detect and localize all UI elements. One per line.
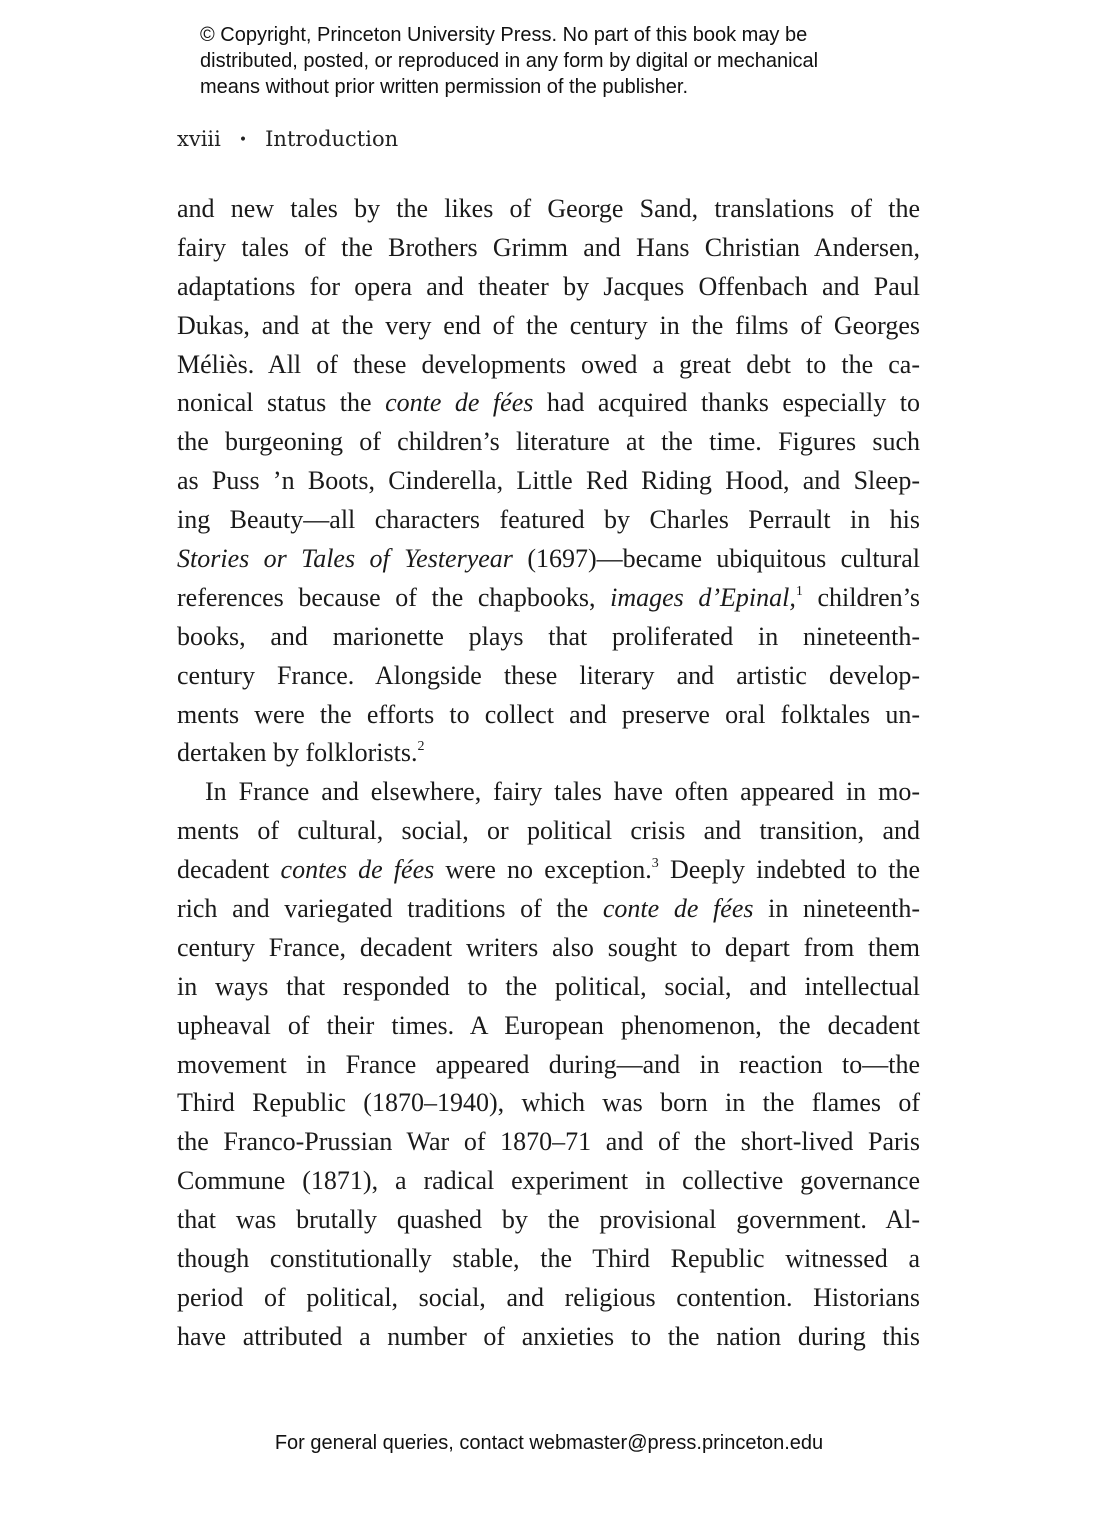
text-line: books, and marionette plays that proliferated in nineteenth- bbox=[177, 621, 920, 651]
italic-term: contes de fées bbox=[280, 855, 435, 885]
page-number: xviii bbox=[177, 127, 221, 151]
italic-title: Stories or Tales of Yesteryear bbox=[177, 544, 513, 574]
footnote-ref: 3 bbox=[651, 856, 659, 872]
footnote-ref: 1 bbox=[795, 583, 803, 599]
text-line: ments were the efforts to collect and preserve oral folktales un- bbox=[177, 699, 920, 729]
text-line: period of political, social, and religious contention. Historians bbox=[177, 1282, 920, 1312]
text-line: Stories or Tales of Yesteryear (1697)—became ubiquitous cultural bbox=[177, 544, 920, 574]
text-line: Commune (1871), a radical experiment in collective governance bbox=[177, 1166, 920, 1196]
text-line: century France, decadent writers also sought to depart from them bbox=[177, 932, 920, 962]
italic-term: images d’Epinal, bbox=[610, 582, 796, 612]
footer-contact: For general queries, contact webmaster@press.princeton.edu bbox=[274, 1432, 824, 1454]
text-line: have attributed a number of anxieties to the nation during this bbox=[177, 1321, 920, 1351]
text-line: the Franco-Prussian War of 1870–71 and of the short-lived Paris bbox=[177, 1127, 920, 1157]
text-line: as Puss ’n Boots, Cinderella, Little Red Riding Hood, and Sleep- bbox=[177, 466, 920, 496]
text-line: century France. Alongside these literary and artistic develop- bbox=[177, 660, 920, 690]
bullet-separator: • bbox=[238, 132, 248, 148]
text-line: and new tales by the likes of George Sand, translations of the bbox=[177, 194, 920, 223]
copyright-line: © Copyright, Princeton University Press. No part of this book may be bbox=[200, 24, 808, 46]
text-line: Méliès. All of these developments owed a great debt to the ca- bbox=[177, 349, 920, 379]
text-line: though constitutionally stable, the Third Republic witnessed a bbox=[177, 1244, 920, 1274]
italic-term: conte de fées bbox=[602, 894, 754, 924]
text-line: decadent contes de fées were no exception.$^3$ Deeply indebted to the bbox=[177, 855, 920, 885]
text-line: ments of cultural, social, or political crisis and transition, and bbox=[177, 816, 920, 846]
text-line: fairy tales of the Brothers Grimm and Hans Christian Andersen, bbox=[177, 232, 920, 262]
text-line: Dukas, and at the very end of the century in the films of Georges bbox=[177, 310, 920, 340]
text-line: movement in France appeared during—and in reaction to—the bbox=[177, 1049, 920, 1079]
text-line: In France and elsewhere, fairy tales have often appeared in mo- bbox=[205, 777, 920, 807]
italic-term: conte de fées bbox=[385, 388, 534, 418]
text-line: nonical status the conte de fées had acquired thanks especially to bbox=[177, 388, 921, 418]
footnote-ref: 2 bbox=[417, 739, 425, 755]
copyright-notice bbox=[200, 22, 920, 100]
text-line: in ways that responded to the political, social, and intellectual bbox=[177, 971, 920, 1001]
text-line: references because of the chapbooks, images d’Epinal,$^1$ children’s bbox=[177, 582, 920, 612]
text-line: adaptations for opera and theater by Jacques Offenbach and Paul bbox=[177, 271, 920, 301]
text-line: dertaken by folklorists.$^2$ bbox=[177, 738, 425, 768]
running-head bbox=[177, 124, 398, 155]
section-title: Introduction bbox=[265, 127, 399, 151]
text-line: that was brutally quashed by the provisional government. Al- bbox=[177, 1205, 920, 1235]
paragraph-1 bbox=[177, 190, 920, 773]
text-line: the burgeoning of children’s literature at the time. Figures such bbox=[177, 427, 920, 457]
copyright-line: means without prior written permission of the publisher. bbox=[200, 76, 689, 98]
text-line: Third Republic (1870–1940), which was born in the flames of bbox=[177, 1088, 920, 1118]
text-line: upheaval of their times. A European phenomenon, the decadent bbox=[177, 1010, 920, 1040]
body-text bbox=[177, 190, 920, 1357]
copyright-line: distributed, posted, or reproduced in any form by digital or mechanical bbox=[200, 50, 819, 72]
paragraph-2 bbox=[177, 773, 920, 1356]
text-line: rich and variegated traditions of the conte de fées in nineteenth- bbox=[177, 894, 920, 924]
text-line: ing Beauty—all characters featured by Charles Perrault in his bbox=[177, 505, 920, 535]
